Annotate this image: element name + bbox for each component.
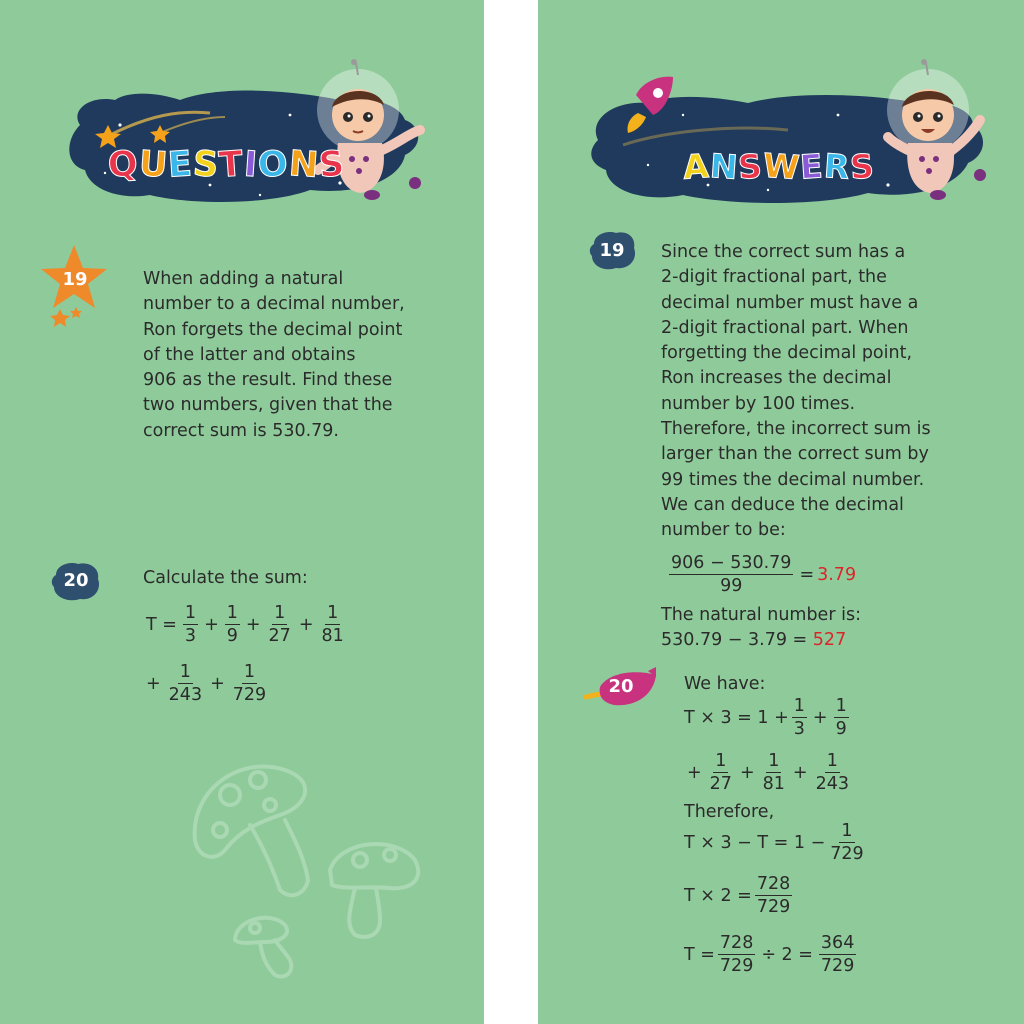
- fraction: [708, 750, 734, 795]
- text-line: When adding a natural: [143, 269, 344, 289]
- text-line: 2-digit fractional part. When: [661, 317, 909, 338]
- text-line: Ron increases the decimal: [661, 368, 892, 389]
- fraction: [834, 695, 849, 740]
- fraction: [320, 602, 346, 647]
- fraction-numerator: 1: [243, 662, 256, 682]
- banner-letter: W: [761, 145, 802, 188]
- answers-panel: [538, 0, 1024, 1024]
- text-line: Since the correct sum has a: [661, 242, 906, 262]
- banner-letter: R: [822, 146, 852, 187]
- fraction-denominator: 9: [226, 626, 238, 646]
- banner-letter: S: [848, 146, 877, 187]
- plus-sign: +: [298, 614, 314, 635]
- plus-sign: +: [687, 762, 702, 783]
- banner-letter: O: [256, 143, 291, 187]
- natural-calc-text: 530.79 − 3.79 =: [661, 630, 808, 650]
- fraction-denominator: 729: [232, 685, 267, 705]
- answer-20-intro: We have:: [684, 674, 766, 694]
- plus-sign: +: [245, 614, 261, 635]
- fraction-numerator: 1: [793, 696, 805, 716]
- night-sky-banner-icon: [60, 55, 460, 215]
- natural-number-label: The natural number is:: [661, 605, 861, 625]
- answer-20-badge: [578, 665, 660, 713]
- text-line: larger than the correct sum by: [661, 444, 929, 465]
- text-line: decimal number must have a: [661, 292, 919, 313]
- division-text: ÷ 2 =: [761, 944, 813, 965]
- answers-banner: [588, 55, 1018, 215]
- answer-20-line-5: [684, 932, 859, 977]
- text-line: Therefore, the incorrect sum is: [661, 419, 931, 440]
- text-line: Ron forgets the decimal point: [143, 319, 403, 340]
- fraction: [755, 873, 792, 918]
- fraction: [828, 820, 865, 865]
- banner-letter: Q: [106, 143, 141, 187]
- text-line: 2-digit fractional part, the: [661, 267, 887, 288]
- fraction-denominator: 243: [815, 774, 849, 794]
- fraction-numerator: 1: [226, 603, 238, 623]
- fraction-denominator: 81: [762, 774, 785, 794]
- plus-sign: +: [739, 762, 755, 783]
- fraction-numerator: 1: [715, 751, 727, 771]
- night-sky-banner-icon: [588, 55, 1018, 215]
- fraction: [183, 602, 198, 647]
- answer-20-line-2: [684, 750, 854, 795]
- equation-lhs: T × 2 =: [684, 885, 752, 906]
- fraction-numerator: 364: [820, 933, 855, 953]
- fraction-numerator: 1: [841, 821, 853, 841]
- answer-20-line-1: [684, 695, 852, 740]
- fraction: [225, 602, 240, 647]
- fraction: [819, 932, 856, 977]
- text-line: forgetting the decimal point,: [661, 343, 913, 364]
- text-line: number by 100 times.: [661, 393, 856, 414]
- fraction-numerator: 1: [768, 751, 780, 771]
- mushroom-decoration-icon: [180, 750, 440, 1000]
- text-line: We can deduce the decimal: [661, 494, 904, 515]
- natural-result: 527: [812, 630, 847, 650]
- answer-20-line-4: [684, 873, 795, 918]
- fraction-denominator: 9: [835, 719, 847, 739]
- plus-sign: +: [792, 762, 808, 783]
- question-20-prompt: Calculate the sum:: [143, 568, 308, 588]
- fraction: [718, 932, 755, 977]
- fraction: [792, 695, 807, 740]
- plus-sign: +: [146, 673, 161, 694]
- banner-letter: S: [317, 144, 347, 186]
- fraction-denominator: 3: [793, 719, 805, 739]
- banner-letter: N: [287, 143, 321, 187]
- text-line: of the latter and obtains: [143, 344, 356, 365]
- question-19-badge: [40, 243, 110, 333]
- questions-title: [108, 145, 346, 185]
- question-20-equation-row-2: [143, 661, 271, 706]
- question-20-equation-row-1: [143, 602, 349, 647]
- answer-19-fraction-equation: [666, 552, 856, 597]
- fraction-denominator: 99: [720, 576, 743, 596]
- fraction-denominator: 729: [719, 956, 754, 976]
- fraction-numerator: 728: [756, 874, 791, 894]
- fraction-numerator: 1: [179, 662, 191, 682]
- fraction-denominator: 27: [268, 626, 291, 646]
- question-20-number: 20: [63, 570, 89, 591]
- fraction-numerator: 1: [327, 603, 339, 623]
- question-19-number: 19: [62, 269, 88, 290]
- plus-sign: +: [210, 673, 225, 694]
- decimal-result: 3.79: [817, 564, 857, 585]
- banner-letter: T: [217, 144, 246, 186]
- fraction-denominator: 729: [820, 956, 855, 976]
- fraction: [167, 661, 204, 706]
- question-19-text: [143, 267, 405, 444]
- fraction-denominator: 81: [321, 626, 344, 646]
- fraction-denominator: 3: [184, 626, 197, 646]
- equation-lhs: T × 3 = 1 +: [684, 707, 789, 728]
- fraction-numerator: 1: [835, 696, 847, 716]
- text-line: 906 as the result. Find these: [143, 370, 393, 391]
- questions-panel: [0, 0, 484, 1024]
- fraction: [267, 602, 293, 647]
- banner-letter: N: [708, 146, 740, 187]
- fraction-denominator: 729: [756, 897, 791, 917]
- fraction: [761, 750, 787, 795]
- answer-20-therefore: Therefore,: [684, 802, 775, 822]
- fraction-numerator: 728: [719, 933, 754, 953]
- text-line: two numbers, given that the: [143, 395, 393, 416]
- banner-letter: I: [242, 144, 260, 186]
- fraction-numerator: 1: [184, 603, 197, 623]
- text-line: number to be:: [661, 520, 786, 541]
- question-20-badge: [50, 561, 102, 603]
- banner-letter: S: [191, 144, 221, 186]
- fraction-numerator: 906 − 530.79: [671, 553, 792, 573]
- banner-letter: A: [681, 146, 711, 187]
- banner-letter: E: [799, 146, 826, 187]
- equation-lhs: T =: [146, 614, 177, 635]
- fraction-denominator: 27: [709, 774, 732, 794]
- plus-sign: +: [812, 707, 828, 728]
- text-line: number to a decimal number,: [143, 294, 405, 315]
- banner-letter: U: [137, 144, 170, 186]
- answer-19-badge: [588, 230, 638, 272]
- questions-banner: [60, 55, 460, 215]
- answer-19-text: [661, 240, 931, 544]
- answer-20-number: 20: [608, 676, 634, 697]
- equation-lhs: T =: [684, 944, 715, 965]
- fraction-denominator: 243: [168, 685, 203, 705]
- answer-20-line-3: [684, 820, 869, 865]
- answers-title: [683, 147, 875, 186]
- plus-sign: +: [204, 614, 219, 635]
- equation-lhs: T × 3 − T = 1 −: [684, 832, 826, 853]
- natural-number-calculation: [661, 630, 846, 650]
- fraction: [231, 661, 268, 706]
- text-line: correct sum is 530.79.: [143, 420, 339, 441]
- answer-19-fraction: [669, 552, 793, 597]
- equals-sign: =: [799, 564, 815, 585]
- banner-letter: S: [736, 146, 765, 187]
- answer-19-number: 19: [599, 240, 625, 261]
- banner-letter: E: [166, 144, 195, 186]
- text-line: 99 times the decimal number.: [661, 469, 925, 490]
- fraction-denominator: 729: [830, 844, 864, 864]
- fraction-numerator: 1: [826, 751, 838, 771]
- fraction: [814, 750, 851, 795]
- fraction-numerator: 1: [274, 603, 286, 623]
